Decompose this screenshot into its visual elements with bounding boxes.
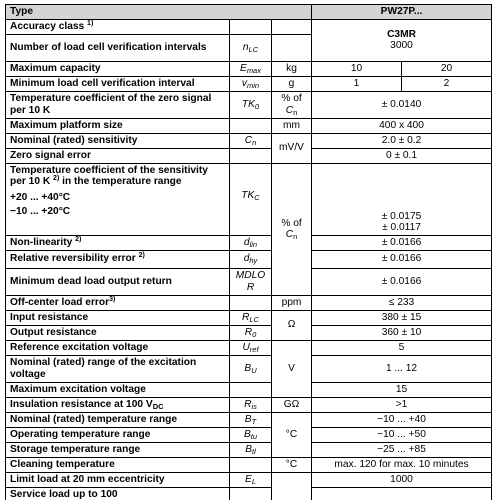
table-row: Cleaning temperature °C max. 120 for max. 10 minutes	[6, 457, 492, 472]
table-row: Nominal (rated) range of the excitation voltage $B_U$ 1 ... 12	[6, 355, 492, 382]
nlc-label: Number of load cell verification intervals	[6, 34, 230, 61]
model-name: PW27P...	[312, 5, 492, 20]
table-row: Off-center load error$^{3)}$ ppm ≤ 233	[6, 295, 492, 310]
table-row: Maximum capacity $E_{max}$ kg 10 20	[6, 61, 492, 76]
table-row: Zero signal error 0 ± 0.1	[6, 148, 492, 163]
table-row: Temperature coefficient of the zero signal per 10 K $TK_0$ % of $C_n$ ± 0.0140	[6, 91, 492, 118]
table-header-row	[6, 5, 492, 20]
specifications-table	[5, 4, 492, 500]
table-row: Non-linearity $^{2)}$ $d_{lin}$ ± 0.0166	[6, 235, 492, 250]
table-row: Reference excitation voltage $U_{ref}$ V 5	[6, 340, 492, 355]
table-row: Limit load at 20 mm eccentricity $E_L$ 1000	[6, 472, 492, 487]
table-row: Minimum load cell verification interval $v_{min}$ g 1 2	[6, 76, 492, 91]
nlc-symbol: $n_{LC}$	[230, 34, 272, 61]
accuracy-value: C3MR 3000	[312, 19, 492, 61]
table-row: Minimum dead load output return MDLO R ± 0.0166	[6, 268, 492, 295]
table-row: Service load up to 100	[6, 487, 492, 500]
table-row: Operating temperature range $B_{tu}$ −10 ... +50	[6, 427, 492, 442]
table-row: Temperature coefficient of the sensitivity per 10 K $^{2)}$ in the temperature range +20 ... +40°C −10 ... +20°C $TK_C$ % of $C_n$ ± 0.0175 ± 0.0117	[6, 163, 492, 235]
type-label: Type	[6, 5, 312, 20]
accuracy-label: Accuracy class $^{1)}$	[6, 19, 230, 34]
table-row: Nominal (rated) temperature range $B_T$ °C −10 ... +40	[6, 412, 492, 427]
table-row: Output resistance $R_0$ 360 ± 10	[6, 325, 492, 340]
table-row: Insulation resistance at 100 $V_{DC}$ $R_{is}$ GΩ >1	[6, 397, 492, 412]
table-row: Input resistance $R_{LC}$ Ω 380 ± 15	[6, 310, 492, 325]
table-row: Maximum platform size mm 400 x 400	[6, 118, 492, 133]
table-row: Maximum excitation voltage 15	[6, 382, 492, 397]
table-row	[6, 19, 492, 34]
table-row: Nominal (rated) sensitivity $C_n$ mV/V 2.0 ± 0.2	[6, 133, 492, 148]
table-row: Storage temperature range $B_{tl}$ −25 ... +85	[6, 442, 492, 457]
table-row: Relative reversibility error $^{2)}$ $d_{hy}$ ± 0.0166	[6, 250, 492, 268]
